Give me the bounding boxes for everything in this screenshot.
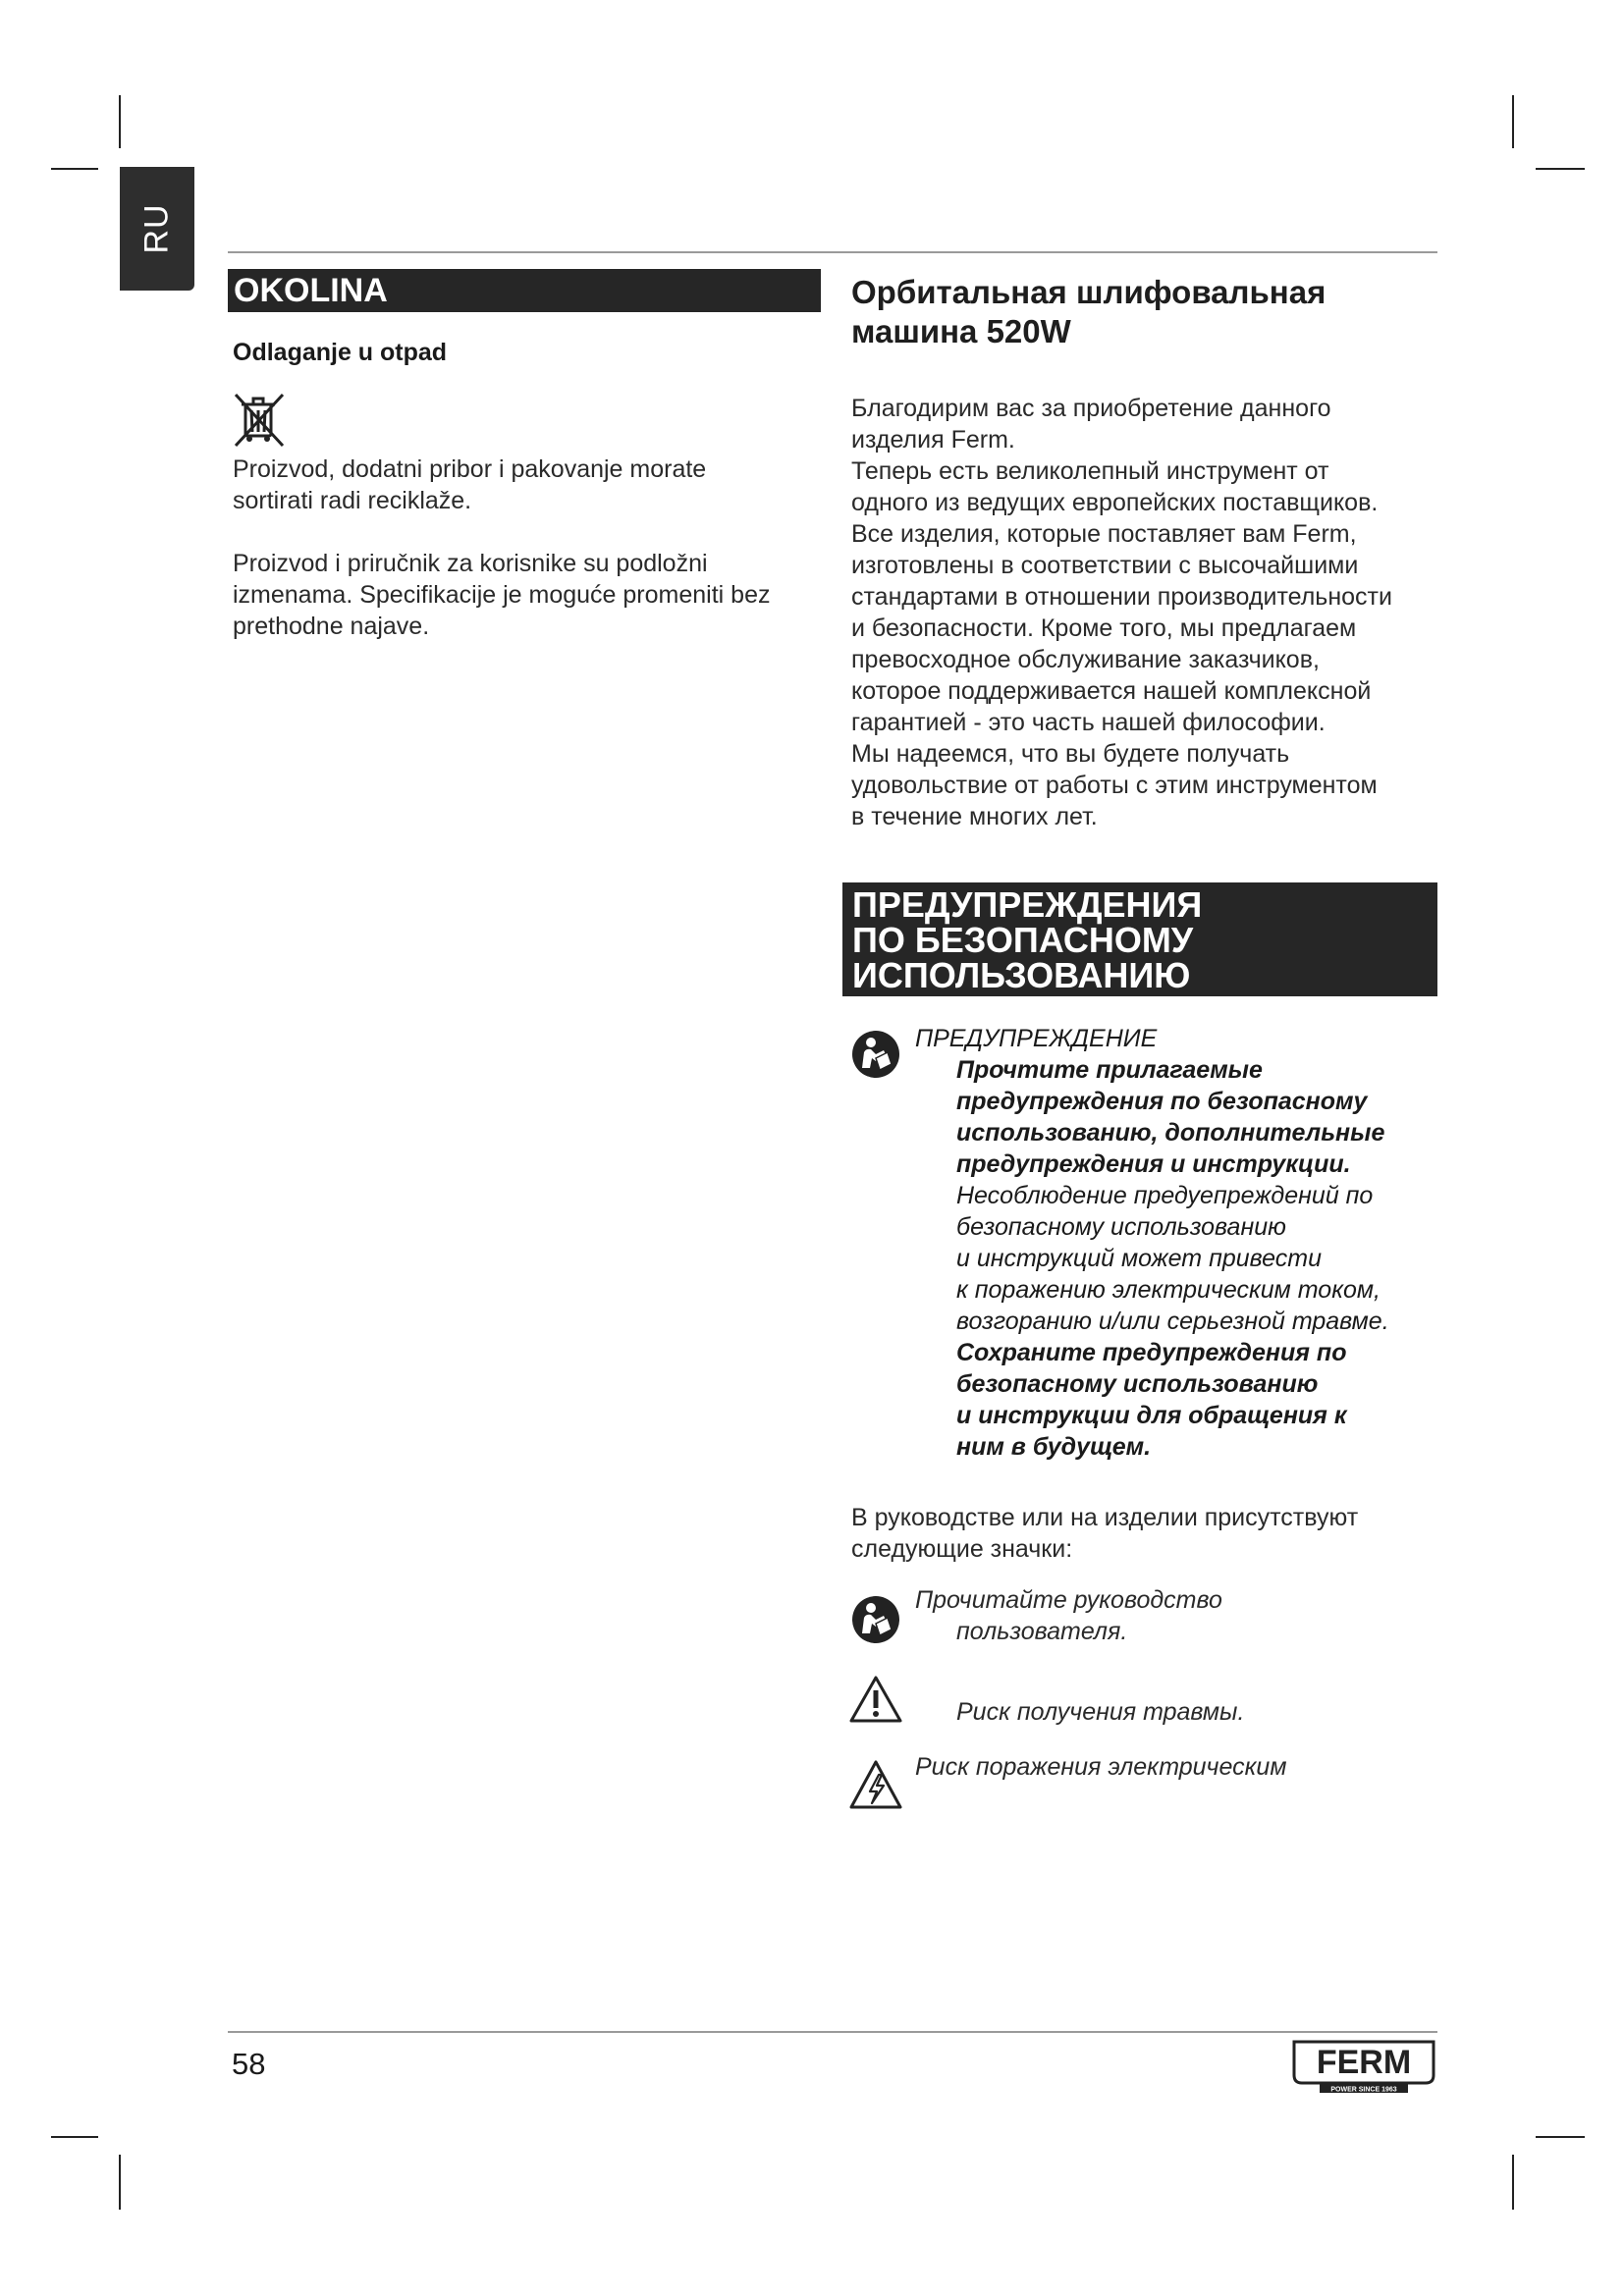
warning-bold-line: Сохраните предупреждения по xyxy=(956,1339,1347,1366)
text-line: Proizvod, dodatni pribor i pakovanje morate xyxy=(233,455,707,483)
warning-text-line: к поражению электрическим током, xyxy=(956,1276,1381,1304)
text-line: Благодирим вас за приобретение данного xyxy=(851,395,1331,422)
text-line: izmenama. Specifikacije je moguće promeniti bez xyxy=(233,581,771,609)
crop-mark xyxy=(1512,2155,1514,2210)
warning-bold-line: ним в будущем. xyxy=(956,1433,1152,1461)
warning-text-line: Несоблюдение предуепреждений по xyxy=(956,1182,1374,1209)
text-line: sortirati radi reciklaže. xyxy=(233,487,472,514)
crossed-out-bin-icon xyxy=(230,391,289,450)
read-manual-legend xyxy=(915,1584,1222,1647)
text-line: В руководстве или на изделии присутствуют xyxy=(851,1504,1359,1531)
text-line: превосходное обслуживание заказчиков, xyxy=(851,646,1320,673)
warning-text-line: и инструкций может привести xyxy=(956,1245,1322,1272)
symbols-intro xyxy=(851,1502,1358,1565)
crop-mark xyxy=(1512,95,1514,148)
injury-legend: Риск получения травмы. xyxy=(956,1698,1245,1726)
heading-line: ИСПОЛЬЗОВАНИЮ xyxy=(852,955,1191,995)
product-title xyxy=(851,273,1326,351)
warning-bold-line: и инструкции для обращения к xyxy=(956,1402,1347,1429)
text-line: гарантией - это часть нашей философии. xyxy=(851,709,1326,736)
crop-mark xyxy=(119,2155,121,2210)
warning-triangle-icon xyxy=(848,1675,903,1724)
text-line: Proizvod i priručnik za korisnike su podložni xyxy=(233,550,708,577)
warning-text-line: возгоранию и/или серьезной травме. xyxy=(956,1308,1389,1335)
text-line: prethodne najave. xyxy=(233,613,430,640)
ferm-logo xyxy=(1290,2036,1437,2097)
text-line: изготовлены в соответствии с высочайшими xyxy=(851,552,1359,579)
crop-mark xyxy=(51,168,98,170)
text-line: Все изделия, которые поставляет вам Ferm, xyxy=(851,520,1357,548)
intro-paragraph xyxy=(851,393,1392,832)
heading-line: ПРЕДУПРЕЖДЕНИЯ xyxy=(852,884,1203,925)
page-number: 58 xyxy=(232,2047,266,2081)
text-line: удовольствие от работы с этим инструментом xyxy=(851,772,1378,799)
text-line: следующие значки: xyxy=(851,1535,1073,1563)
title-line: Орбитальная шлифовальная xyxy=(851,274,1326,310)
warning-block xyxy=(915,1023,1389,1463)
title-line: машина 520W xyxy=(851,313,1071,349)
disposal-subheading: Odlaganje u otpad xyxy=(233,339,448,366)
text-line: стандартами в отношении производительности xyxy=(851,583,1392,611)
safety-heading xyxy=(842,882,1437,996)
bottom-rule xyxy=(228,2031,1437,2033)
okolina-heading: OKOLINA xyxy=(228,269,821,312)
read-manual-icon xyxy=(850,1594,901,1645)
warning-bold-line: Прочтите прилагаемые xyxy=(956,1056,1263,1084)
crop-mark xyxy=(1536,2136,1585,2138)
top-rule xyxy=(228,251,1437,253)
text-line: которое поддерживается нашей комплексной xyxy=(851,677,1372,705)
crop-mark xyxy=(119,95,121,148)
electric-legend: Риск поражения электрическим xyxy=(915,1753,1287,1781)
language-tab xyxy=(120,167,194,291)
changes-paragraph xyxy=(233,548,770,642)
warning-label: ПРЕДУПРЕЖДЕНИЕ xyxy=(915,1025,1158,1052)
legend-line: пользователя. xyxy=(956,1618,1128,1645)
text-line: одного из ведущих европейских поставщиков. xyxy=(851,489,1379,516)
crop-mark xyxy=(1536,168,1585,170)
heading-line: ПО БЕЗОПАСНОМУ xyxy=(852,920,1194,960)
text-line: Мы надеемся, что вы будете получать xyxy=(851,740,1290,768)
text-line: изделия Ferm. xyxy=(851,426,1015,454)
language-code: RU xyxy=(137,203,176,254)
text-line: в течение многих лет. xyxy=(851,803,1098,830)
legend-line: Прочитайте руководство xyxy=(915,1586,1222,1614)
text-line: Теперь есть великолепный инструмент от xyxy=(851,457,1329,485)
warning-text-line: безопасному использованию xyxy=(956,1213,1286,1241)
warning-bold-line: безопасному использованию xyxy=(956,1370,1319,1398)
warning-bold-line: предупреждения и инструкции. xyxy=(956,1150,1351,1178)
svg-text:FERM: FERM xyxy=(1316,2044,1412,2081)
crop-mark xyxy=(51,2136,98,2138)
svg-text:POWER SINCE 1963: POWER SINCE 1963 xyxy=(1330,2086,1397,2094)
text-line: и безопасности. Кроме того, мы предлагаем xyxy=(851,614,1357,642)
warning-bold-line: предупреждения по безопасному xyxy=(956,1088,1368,1115)
read-manual-icon xyxy=(850,1029,901,1080)
warning-bold-line: использованию, дополнительные xyxy=(956,1119,1385,1147)
recycling-paragraph xyxy=(233,454,706,516)
electric-shock-icon xyxy=(848,1759,903,1810)
